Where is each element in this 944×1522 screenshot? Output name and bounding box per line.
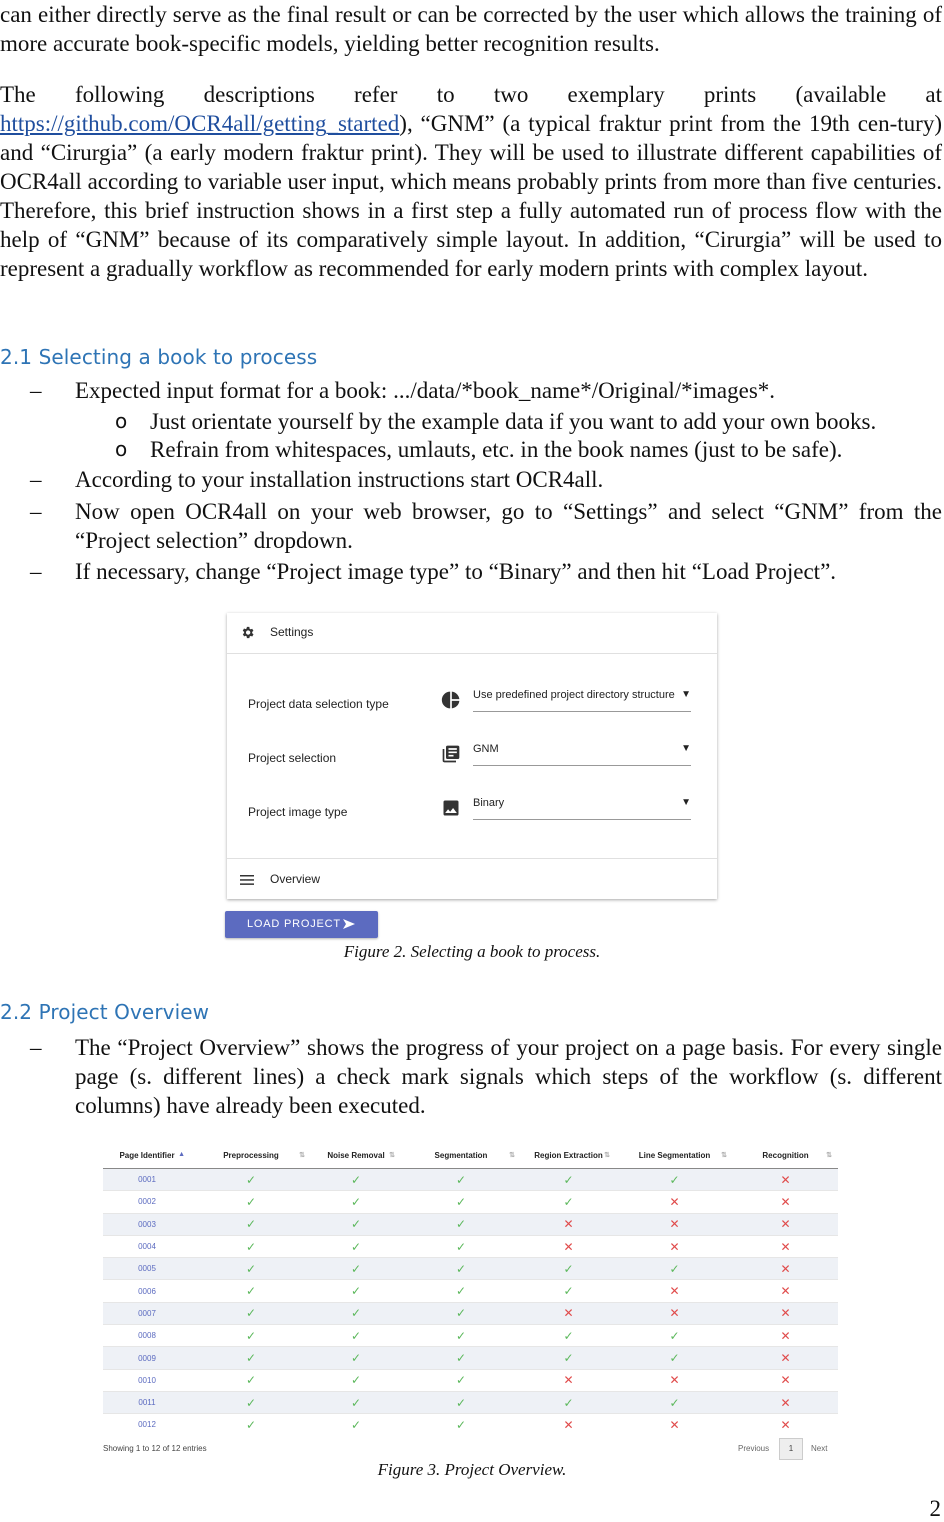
cross-icon: ✕ [669, 1239, 680, 1254]
status-cell [733, 1213, 838, 1235]
status-cell [616, 1191, 733, 1213]
check-icon: ✓ [563, 1395, 574, 1410]
dash-marker: – [30, 1035, 42, 1060]
status-cell [616, 1347, 733, 1369]
status-cell [521, 1169, 616, 1191]
status-cell [616, 1369, 733, 1391]
page-identifier-link[interactable]: 0006 [103, 1280, 191, 1302]
check-icon: ✓ [245, 1328, 257, 1343]
status-cell [616, 1169, 733, 1191]
status-cell [191, 1258, 311, 1280]
status-cell [191, 1280, 311, 1302]
page-identifier-link[interactable]: 0001 [103, 1169, 191, 1191]
check-icon: ✓ [245, 1306, 257, 1321]
status-cell [733, 1347, 838, 1369]
table-header-row [103, 1142, 838, 1169]
dropdown-arrow-icon: ▼ [681, 689, 691, 700]
page-identifier-link[interactable]: 0010 [103, 1369, 191, 1391]
section-heading-project-overview: 2.2 Project Overview [0, 1000, 210, 1024]
check-icon: ✓ [563, 1261, 574, 1276]
check-icon: ✓ [245, 1284, 257, 1299]
status-cell [191, 1391, 311, 1413]
pie-chart-icon [441, 690, 461, 715]
sort-icon: ⇅ [509, 1152, 515, 1159]
table-row [103, 1391, 838, 1413]
table-row [103, 1258, 838, 1280]
sort-icon: ⇅ [604, 1152, 610, 1159]
status-cell [311, 1235, 401, 1257]
check-icon: ✓ [350, 1351, 362, 1366]
cross-icon: ✕ [563, 1373, 574, 1388]
page-identifier-link[interactable]: 0008 [103, 1325, 191, 1347]
status-cell [401, 1347, 521, 1369]
status-cell [521, 1302, 616, 1324]
status-cell [191, 1347, 311, 1369]
page-identifier-link[interactable]: 0012 [103, 1414, 191, 1436]
check-icon: ✓ [455, 1284, 467, 1299]
settings-panel [227, 613, 717, 899]
sort-ascending-icon: ▲ [178, 1151, 185, 1158]
cross-icon: ✕ [780, 1194, 791, 1209]
check-icon: ✓ [350, 1261, 362, 1276]
table-row [103, 1347, 838, 1369]
dropdown-value: GNM [473, 743, 499, 755]
next-page-button[interactable]: Next [811, 1444, 828, 1453]
status-cell [311, 1391, 401, 1413]
sort-icon: ⇅ [389, 1152, 395, 1159]
status-cell [191, 1325, 311, 1347]
status-cell [616, 1235, 733, 1257]
column-header-label: Noise Removal [327, 1150, 385, 1160]
cross-icon: ✕ [669, 1217, 680, 1232]
status-cell [401, 1325, 521, 1347]
check-icon: ✓ [563, 1351, 574, 1366]
dash-marker: – [30, 467, 42, 492]
status-cell [616, 1325, 733, 1347]
status-cell [521, 1258, 616, 1280]
setting-row-image-type [227, 783, 717, 833]
status-cell [733, 1169, 838, 1191]
section-heading-selecting-book: 2.1 Selecting a book to process [0, 345, 318, 369]
status-cell [401, 1235, 521, 1257]
check-icon: ✓ [350, 1395, 362, 1410]
bullet-text: Now open OCR4all on your web browser, go to “Settings” and select “GNM” from the “Project selection” dropdown. [75, 499, 942, 553]
status-cell [616, 1280, 733, 1302]
table-body [103, 1169, 838, 1436]
table-row [103, 1302, 838, 1324]
check-icon: ✓ [350, 1373, 362, 1388]
settings-title: Settings [270, 625, 314, 639]
dash-marker: – [30, 378, 42, 403]
check-icon: ✓ [669, 1328, 680, 1343]
dropdown-value: Use predefined project directory structure [473, 689, 675, 701]
status-cell [521, 1369, 616, 1391]
setting-label: Project image type [248, 805, 348, 819]
cross-icon: ✕ [780, 1261, 791, 1276]
status-cell [401, 1169, 521, 1191]
status-cell [521, 1213, 616, 1235]
table-row [103, 1191, 838, 1213]
page-number: 2 [929, 1496, 941, 1521]
entries-info: Showing 1 to 12 of 12 entries [103, 1444, 207, 1453]
setting-label: Project selection [248, 751, 337, 765]
page-identifier-link[interactable]: 0004 [103, 1235, 191, 1257]
cross-icon: ✕ [563, 1239, 574, 1254]
check-icon: ✓ [455, 1194, 467, 1209]
table-row [103, 1414, 838, 1436]
page-identifier-link[interactable]: 0011 [103, 1391, 191, 1413]
check-icon: ✓ [455, 1217, 467, 1232]
check-icon: ✓ [455, 1172, 467, 1187]
status-cell [311, 1302, 401, 1324]
cross-icon: ✕ [563, 1306, 574, 1321]
check-icon: ✓ [563, 1284, 574, 1299]
check-icon: ✓ [245, 1217, 257, 1232]
dropdown-arrow-icon: ▼ [681, 797, 691, 808]
cross-icon: ✕ [669, 1194, 680, 1209]
check-icon: ✓ [245, 1239, 257, 1254]
check-icon: ✓ [350, 1417, 362, 1432]
check-icon: ✓ [455, 1306, 467, 1321]
check-icon: ✓ [245, 1261, 257, 1276]
github-link[interactable]: https://github.com/OCR4all/getting_started [0, 111, 400, 136]
para2-rest: ), “GNM” (a typical fraktur print from the 19th cen-tury) and “Cirurgia” (a early modern fraktur print). They will be used to illustrate different capabilities of OCR4all according to variable user input, which means probably prints from more than five centuries. Therefore, this brief instruction shows in a first step a fully automated run of process flow with the help of “GNM” because of its comparatively simple layout. In addition, “Cirurgia” will be used to represent a gradually workflow as recommended for early modern prints with complex layout. [0, 111, 942, 281]
status-cell [311, 1280, 401, 1302]
check-icon: ✓ [350, 1328, 362, 1343]
dropdown-arrow-icon: ▼ [681, 743, 691, 754]
load-project-label: LOAD PROJECT [247, 918, 341, 930]
status-cell [401, 1280, 521, 1302]
status-cell [191, 1302, 311, 1324]
setting-row-data-selection-type [227, 675, 717, 725]
bullet-text: The “Project Overview” shows the progress of your project on a page basis. For every single page (s. different lines) a check mark signals which steps of the workflow (s. different columns) have already been executed. [75, 1035, 942, 1118]
check-icon: ✓ [350, 1306, 362, 1321]
column-header-label: Region Extraction [534, 1150, 603, 1160]
column-header-label: Preprocessing [223, 1150, 279, 1160]
load-project-button[interactable] [225, 911, 378, 938]
status-cell [191, 1191, 311, 1213]
status-cell [401, 1391, 521, 1413]
cross-icon: ✕ [780, 1239, 791, 1254]
check-icon: ✓ [455, 1373, 467, 1388]
cross-icon: ✕ [780, 1217, 791, 1232]
status-cell [521, 1414, 616, 1436]
status-cell [191, 1169, 311, 1191]
overview-label: Overview [270, 872, 321, 886]
status-cell [521, 1347, 616, 1369]
table-row [103, 1235, 838, 1257]
project-overview-table-figure [103, 1142, 838, 1462]
status-cell [733, 1414, 838, 1436]
status-cell [401, 1369, 521, 1391]
send-icon [342, 918, 356, 933]
project-data-selection-dropdown[interactable] [473, 687, 691, 712]
check-icon: ✓ [455, 1417, 467, 1432]
cross-icon: ✕ [669, 1284, 680, 1299]
cross-icon: ✕ [780, 1417, 791, 1432]
overview-nav-item[interactable] [227, 858, 717, 900]
para2-start: The following descriptions refer to two exemplary prints (available at [0, 82, 942, 107]
status-cell [191, 1213, 311, 1235]
status-cell [311, 1258, 401, 1280]
check-icon: ✓ [245, 1417, 257, 1432]
column-header[interactable] [616, 1142, 733, 1169]
check-icon: ✓ [350, 1239, 362, 1254]
bullet-text: Expected input format for a book: .../data/*book_name*/Original/*images*. [75, 378, 776, 403]
status-cell [521, 1235, 616, 1257]
status-cell [616, 1258, 733, 1280]
table-row [103, 1369, 838, 1391]
menu-icon [240, 873, 254, 891]
check-icon: ✓ [455, 1261, 467, 1276]
page-identifier-link[interactable]: 0007 [103, 1302, 191, 1324]
status-cell [311, 1169, 401, 1191]
check-icon: ✓ [350, 1172, 362, 1187]
cross-icon: ✕ [563, 1417, 574, 1432]
intro-paragraph-1: can either directly serve as the final result or can be corrected by the user which allows the training of more accurate book-specific models, yielding better recognition results. [0, 2, 942, 56]
check-icon: ✓ [245, 1373, 257, 1388]
figure-3-caption: Figure 3. Project Overview. [377, 1460, 567, 1479]
status-cell [616, 1414, 733, 1436]
check-icon: ✓ [245, 1351, 257, 1366]
column-header[interactable] [521, 1142, 616, 1169]
check-icon: ✓ [350, 1284, 362, 1299]
column-header[interactable] [401, 1142, 521, 1169]
check-icon: ✓ [350, 1194, 362, 1209]
intro-paragraph-2 [0, 80, 942, 283]
table-row [103, 1325, 838, 1347]
page-identifier-link[interactable]: 0003 [103, 1213, 191, 1235]
image-icon [441, 798, 461, 823]
status-cell [521, 1191, 616, 1213]
library-books-icon [441, 744, 461, 769]
status-cell [311, 1414, 401, 1436]
column-header-label: Page Identifier [119, 1150, 175, 1160]
figure-2-caption: Figure 2. Selecting a book to process. [343, 942, 601, 961]
status-cell [733, 1191, 838, 1213]
current-page-button[interactable]: 1 [779, 1438, 803, 1460]
check-icon: ✓ [455, 1351, 467, 1366]
sub-bullet-text: Refrain from whitespaces, umlauts, etc. in the book names (just to be safe). [150, 437, 843, 462]
status-cell [733, 1235, 838, 1257]
status-cell [616, 1213, 733, 1235]
check-icon: ✓ [245, 1395, 257, 1410]
column-header[interactable] [191, 1142, 311, 1169]
cross-icon: ✕ [780, 1328, 791, 1343]
page-identifier-link[interactable]: 0005 [103, 1258, 191, 1280]
page-identifier-link[interactable]: 0002 [103, 1191, 191, 1213]
status-cell [311, 1213, 401, 1235]
cross-icon: ✕ [669, 1306, 680, 1321]
status-cell [401, 1191, 521, 1213]
status-cell [311, 1191, 401, 1213]
status-cell [311, 1347, 401, 1369]
settings-header [227, 613, 717, 654]
cross-icon: ✕ [780, 1306, 791, 1321]
cross-icon: ✕ [563, 1217, 574, 1232]
column-header-label: Line Segmentation [638, 1150, 711, 1160]
status-cell [616, 1391, 733, 1413]
check-icon: ✓ [455, 1239, 467, 1254]
status-cell [521, 1280, 616, 1302]
bullet-text: If necessary, change “Project image type” to “Binary” and then hit “Load Project”. [75, 559, 837, 584]
setting-row-project-selection [227, 729, 717, 779]
table-row [103, 1169, 838, 1191]
dropdown-value: Binary [473, 797, 505, 809]
project-selection-dropdown[interactable] [473, 741, 691, 766]
status-cell [191, 1235, 311, 1257]
status-cell [733, 1258, 838, 1280]
page-identifier-link[interactable]: 0009 [103, 1347, 191, 1369]
status-cell [733, 1369, 838, 1391]
status-cell [733, 1302, 838, 1324]
project-overview-table [103, 1142, 838, 1436]
check-icon: ✓ [563, 1172, 574, 1187]
column-header[interactable] [311, 1142, 401, 1169]
cross-icon: ✕ [780, 1395, 791, 1410]
table-row [103, 1280, 838, 1302]
check-icon: ✓ [455, 1328, 467, 1343]
table-footer [103, 1438, 838, 1462]
sort-icon: ⇅ [721, 1152, 727, 1159]
status-cell [733, 1280, 838, 1302]
check-icon: ✓ [245, 1194, 257, 1209]
check-icon: ✓ [455, 1395, 467, 1410]
status-cell [616, 1302, 733, 1324]
status-cell [311, 1325, 401, 1347]
cross-icon: ✕ [669, 1417, 680, 1432]
cross-icon: ✕ [780, 1373, 791, 1388]
check-icon: ✓ [669, 1351, 680, 1366]
cross-icon: ✕ [780, 1172, 791, 1187]
check-icon: ✓ [669, 1261, 680, 1276]
column-header-label: Segmentation [434, 1150, 488, 1160]
status-cell [521, 1391, 616, 1413]
status-cell [311, 1369, 401, 1391]
status-cell [733, 1325, 838, 1347]
sub-bullet-text: Just orientate yourself by the example data if you want to add your own books. [150, 409, 877, 434]
project-image-type-dropdown[interactable] [473, 795, 691, 820]
dash-marker: – [30, 499, 42, 524]
column-header[interactable] [103, 1142, 191, 1169]
check-icon: ✓ [245, 1172, 257, 1187]
circle-marker: o [115, 437, 128, 461]
status-cell [733, 1391, 838, 1413]
check-icon: ✓ [563, 1194, 574, 1209]
cross-icon: ✕ [669, 1373, 680, 1388]
bullet-text: According to your installation instructions start OCR4all. [75, 467, 604, 492]
column-header-label: Recognition [762, 1150, 809, 1160]
gear-icon [240, 625, 255, 645]
status-cell [191, 1369, 311, 1391]
status-cell [191, 1414, 311, 1436]
table-row [103, 1213, 838, 1235]
cross-icon: ✕ [780, 1284, 791, 1299]
check-icon: ✓ [350, 1217, 362, 1232]
status-cell [401, 1414, 521, 1436]
status-cell [401, 1302, 521, 1324]
check-icon: ✓ [669, 1172, 680, 1187]
setting-label: Project data selection type [248, 697, 389, 711]
column-header[interactable] [733, 1142, 838, 1169]
cross-icon: ✕ [780, 1351, 791, 1366]
status-cell [521, 1325, 616, 1347]
check-icon: ✓ [563, 1328, 574, 1343]
dash-marker: – [30, 559, 42, 584]
previous-page-button[interactable]: Previous [738, 1444, 770, 1453]
circle-marker: o [115, 409, 128, 433]
check-icon: ✓ [669, 1395, 680, 1410]
sort-icon: ⇅ [826, 1152, 832, 1159]
status-cell [401, 1213, 521, 1235]
status-cell [401, 1258, 521, 1280]
sort-icon: ⇅ [299, 1152, 305, 1159]
